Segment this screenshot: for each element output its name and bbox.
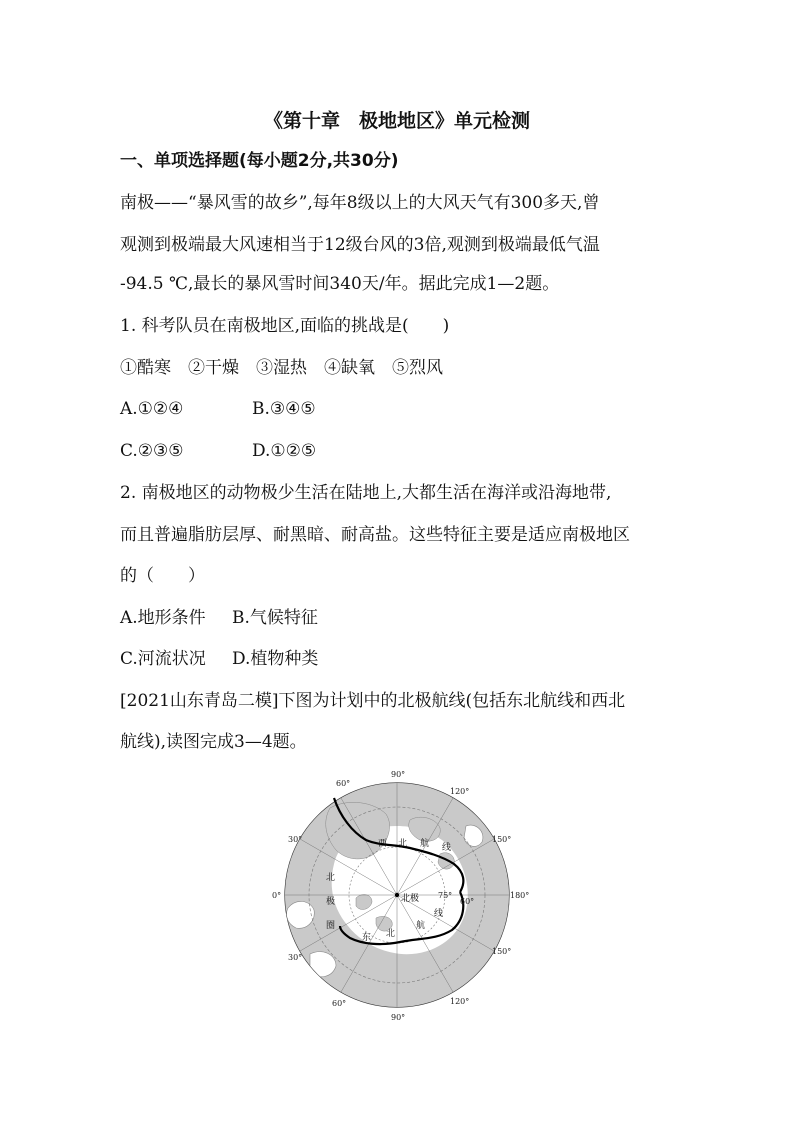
option-c[interactable]: C.河流状况 — [120, 649, 206, 669]
arctic-circle-char: 圈 — [326, 921, 336, 931]
arctic-circle-char: 极 — [326, 897, 336, 907]
lon-label: 150° — [492, 947, 512, 956]
pole-label: 北极 — [401, 894, 420, 904]
page-title: 《第十章 极地地区》单元检测 — [263, 110, 530, 132]
lon-label: 90° — [391, 1013, 406, 1022]
section-heading: 一、单项选择题(每小题2分,共30分) — [120, 151, 399, 171]
lon-label: 0° — [272, 891, 282, 900]
lat-label: 60° — [460, 897, 475, 906]
lon-label: 30° — [288, 835, 303, 844]
ne-route-char: 北 — [386, 929, 396, 939]
ne-route-char: 线 — [434, 909, 444, 919]
passage1-line-2: 观测到极端最大风速相当于12级台风的3倍,观测到极端最低气温 — [120, 235, 600, 255]
passage2-line-2: 航线),读图完成3—4题。 — [120, 732, 307, 752]
option-b[interactable]: B.气候特征 — [232, 608, 318, 628]
arctic-circle-char: 北 — [326, 873, 336, 883]
question-2-stem-line-3: 的（ ） — [120, 566, 205, 586]
lat-label: 75° — [438, 891, 453, 900]
lon-label: 90° — [391, 770, 406, 779]
option-d[interactable]: D.植物种类 — [232, 649, 319, 669]
option-b[interactable]: B.③④⑤ — [252, 399, 316, 419]
ne-route-char: 东 — [362, 933, 372, 943]
question-1-options-row-1 — [120, 398, 316, 420]
lon-label: 60° — [336, 779, 351, 788]
option-a[interactable]: A.地形条件 — [120, 608, 206, 628]
arctic-route-map — [270, 768, 530, 1022]
nw-route-char: 西 — [378, 839, 388, 849]
question-2-stem-line-1: 2. 南极地区的动物极少生活在陆地上,大都生活在海洋或沿海地带, — [120, 483, 612, 503]
passage2-line-1: [2021山东青岛二模]下图为计划中的北极航线(包括东北航线和西北 — [120, 691, 626, 711]
question-1-stem: 1. 科考队员在南极地区,面临的挑战是( ) — [120, 316, 450, 336]
question-2-stem-line-2: 而且普遍脂肪层厚、耐黑暗、耐高盐。这些特征主要是适应南极地区 — [120, 525, 630, 545]
question-1-items: ①酷寒 ②干燥 ③湿热 ④缺氧 ⑤烈风 — [120, 358, 443, 378]
lon-label: 120° — [450, 997, 470, 1006]
question-1-options-row-2 — [120, 440, 316, 462]
question-2-options-row-1 — [120, 607, 318, 629]
pole-dot — [395, 893, 399, 897]
option-d[interactable]: D.①②⑤ — [252, 441, 317, 461]
lon-label: 60° — [332, 999, 347, 1008]
lon-label: 120° — [450, 787, 470, 796]
option-a[interactable]: A.①②④ — [120, 399, 184, 419]
lon-label: 180° — [510, 891, 530, 900]
passage1-line-3: -94.5 ℃,最长的暴风雪时间340天/年。据此完成1—2题。 — [120, 274, 560, 294]
lon-label: 30° — [288, 953, 303, 962]
passage1-line-1: 南极——“暴风雪的故乡”,每年8级以上的大风天气有300多天,曾 — [120, 193, 600, 213]
ne-route-char: 航 — [416, 921, 426, 931]
nw-route-char: 航 — [420, 839, 430, 849]
lon-label: 150° — [492, 835, 512, 844]
question-2-options-row-2 — [120, 648, 318, 670]
nw-route-char: 线 — [442, 843, 452, 853]
nw-route-char: 北 — [398, 839, 408, 849]
option-c[interactable]: C.②③⑤ — [120, 441, 184, 461]
